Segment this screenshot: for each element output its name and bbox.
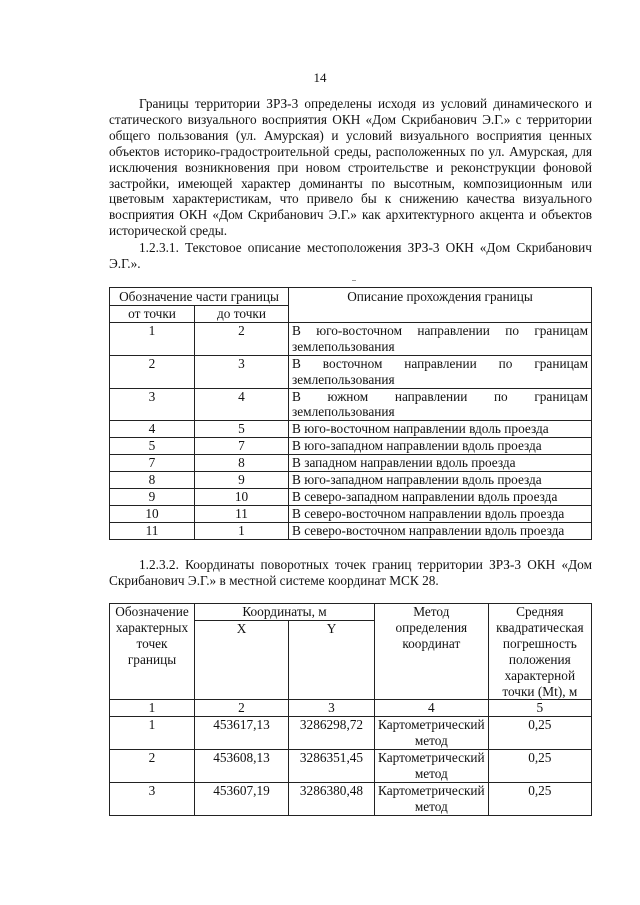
cell-x: 453607,19 (195, 782, 289, 815)
table-header-row (110, 604, 592, 621)
cell-y: 3286351,45 (289, 750, 375, 783)
cell-description: В юго-западном направлении вдоль проезда (289, 472, 592, 489)
cell-point: 3 (110, 782, 195, 815)
cell-y: 3286298,72 (289, 717, 375, 750)
cell-from: 11 (110, 522, 195, 539)
column-number: 4 (375, 700, 489, 717)
table-header-row (110, 288, 592, 306)
page-number: 14 (313, 70, 327, 85)
cell-method: Картометрический метод (375, 782, 489, 815)
table-row (110, 421, 592, 438)
column-number: 3 (289, 700, 375, 717)
boundary-description-table (109, 287, 592, 540)
cell-y: 3286380,48 (289, 782, 375, 815)
cell-from: 8 (110, 472, 195, 489)
cell-to: 5 (195, 421, 289, 438)
intro-paragraph: Границы территории ЗРЗ-3 определены исходя из условий динамического и статического визуального восприятия ОКН «Дом Скрибанович Э.Г.» с территории общего пользования (ул. Амурская) и условий визуального восприятия ценных объектов историко-градостроительной среды, расположенных по ул. Амурская, для исключения возникновения при новом строительстве и реконструкции фоновой застройки, имеющей характер доминанты по высотным, композиционным или цветовым характеристикам, что привело бы к снижению качества визуального восприятия ОКН «Дом Скрибанович Э.Г.» как архитектурного акцента и объектов исторической среды. (109, 96, 592, 239)
section-1-2-3-1-heading: 1.2.3.1. Текстовое описание местоположения ЗРЗ-3 ОКН «Дом Скрибанович Э.Г.». (109, 240, 592, 271)
table-row (110, 750, 592, 783)
cell-x: 453608,13 (195, 750, 289, 783)
header-method: Метод определения координат (375, 604, 489, 700)
cell-error: 0,25 (488, 717, 591, 750)
table-row (110, 388, 592, 421)
column-number: 5 (488, 700, 591, 717)
header-coordinates: Координаты, м (195, 604, 375, 621)
cell-to: 4 (195, 388, 289, 421)
cell-description: В юго-восточном направлении вдоль проезда (289, 421, 592, 438)
cell-description: В северо-восточном направлении вдоль проезда (289, 522, 592, 539)
cell-from: 10 (110, 505, 195, 522)
cell-error: 0,25 (488, 782, 591, 815)
header-from: от точки (110, 306, 195, 323)
table-row (110, 438, 592, 455)
header-error: Средняя квадратическая погрешность положения характерной точки (Mt), м (488, 604, 591, 700)
section-1-2-3-2-heading: 1.2.3.2. Координаты поворотных точек границ территории ЗРЗ-3 ОКН «Дом Скрибанович Э.Г.» в местной системе координат МСК 28. (109, 557, 592, 588)
cell-description: В западном направлении вдоль проезда (289, 455, 592, 472)
table-row (110, 455, 592, 472)
cell-point: 1 (110, 717, 195, 750)
table-row (110, 782, 592, 815)
cell-x: 453617,13 (195, 717, 289, 750)
table-row (110, 472, 592, 489)
coordinates-table (109, 603, 592, 816)
cell-description: В восточном направлении по границам землепользования (289, 355, 592, 388)
cell-description: В южном направлении по границам землепользования (289, 388, 592, 421)
cell-from: 2 (110, 355, 195, 388)
cell-from: 4 (110, 421, 195, 438)
cell-from: 1 (110, 322, 195, 355)
header-to: до точки (195, 306, 289, 323)
cell-from: 5 (110, 438, 195, 455)
cell-description: В северо-восточном направлении вдоль проезда (289, 505, 592, 522)
cell-description: В юго-западном направлении вдоль проезда (289, 438, 592, 455)
cell-from: 7 (110, 455, 195, 472)
table-row (110, 717, 592, 750)
table-row (110, 488, 592, 505)
column-number: 2 (195, 700, 289, 717)
cell-method: Картометрический метод (375, 750, 489, 783)
cell-to: 2 (195, 322, 289, 355)
column-number: 1 (110, 700, 195, 717)
header-x: X (195, 621, 289, 700)
cell-point: 2 (110, 750, 195, 783)
cell-from: 9 (110, 488, 195, 505)
cell-from: 3 (110, 388, 195, 421)
table-row (110, 505, 592, 522)
cell-to: 11 (195, 505, 289, 522)
cell-method: Картометрический метод (375, 717, 489, 750)
column-number-row (110, 700, 592, 717)
cell-to: 3 (195, 355, 289, 388)
cell-to: 10 (195, 488, 289, 505)
header-y: Y (289, 621, 375, 700)
cell-to: 9 (195, 472, 289, 489)
cell-to: 7 (195, 438, 289, 455)
header-part: Обозначение части границы (110, 288, 289, 306)
table-row (110, 322, 592, 355)
cell-to: 1 (195, 522, 289, 539)
header-description: Описание прохождения границы (289, 288, 592, 323)
cell-to: 8 (195, 455, 289, 472)
cell-error: 0,25 (488, 750, 591, 783)
table-row (110, 355, 592, 388)
header-point: Обозначение характерных точек границы (110, 604, 195, 700)
table-row (110, 522, 592, 539)
cell-description: В северо-западном направлении вдоль проезда (289, 488, 592, 505)
scan-mark (352, 280, 356, 281)
cell-description: В юго-восточном направлении по границам землепользования (289, 322, 592, 355)
